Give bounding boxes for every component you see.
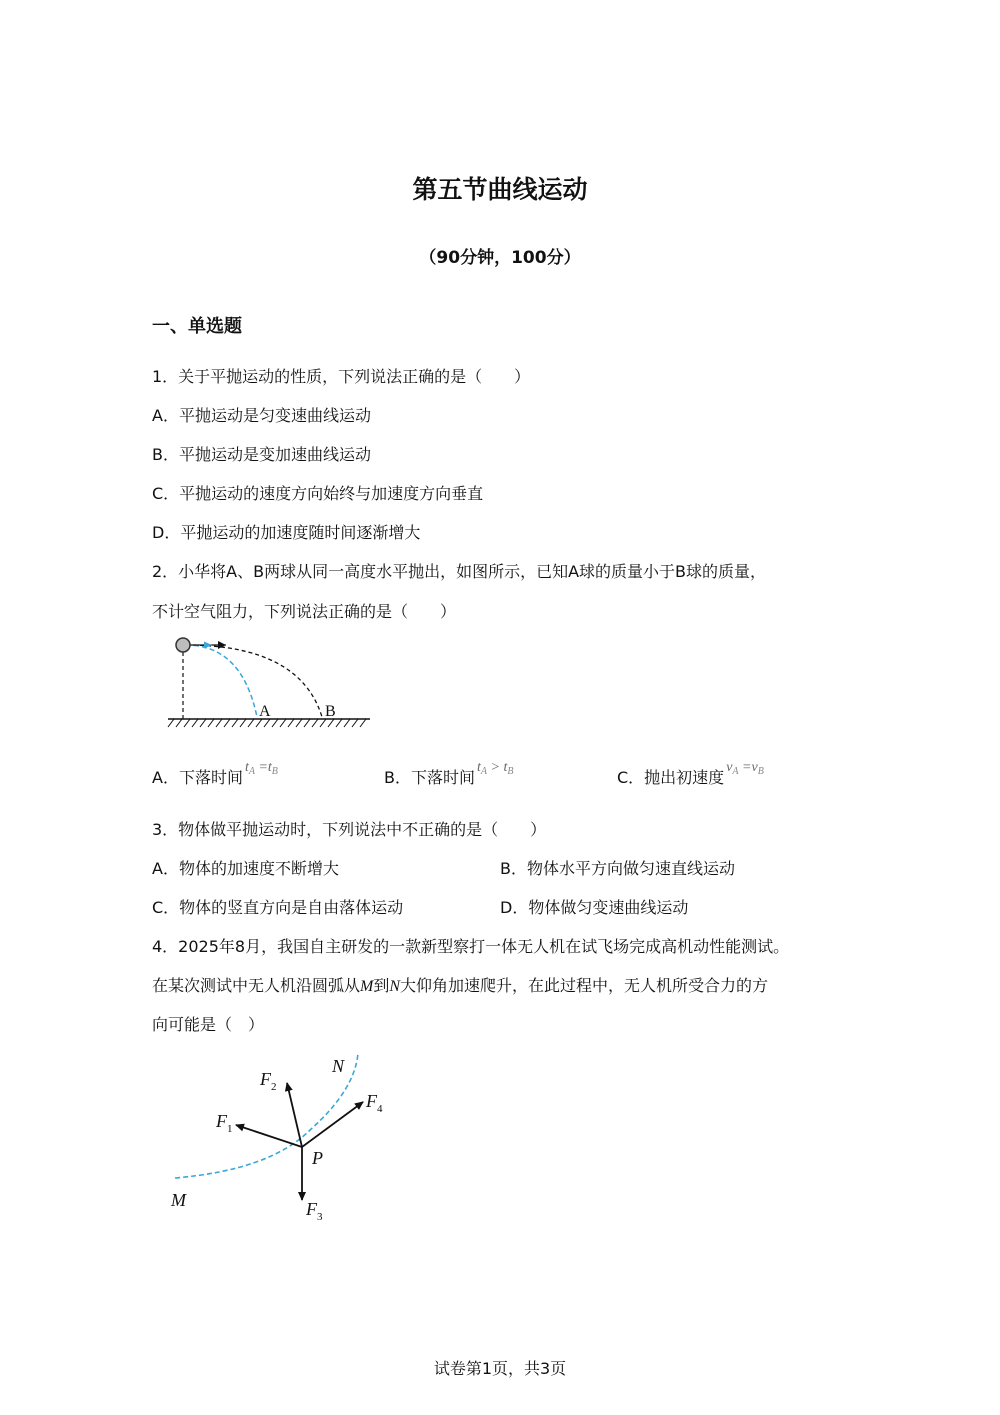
q3-option-d: D．物体做匀变速曲线运动: [500, 898, 689, 917]
q4-stem-line1: 4．2025年8月，我国自主研发的一款新型察打一体无人机在试飞场完成高机动性能测试。: [152, 937, 790, 956]
trajectory-a: [186, 645, 257, 717]
q3-option-c: C．物体的竖直方向是自由落体运动: [152, 898, 404, 917]
q2-stem-line1: 2．小华将A、B两球从同一高度水平抛出，如图所示，已知A球的质量小于B球的质量，: [152, 562, 767, 581]
force-f1-arrow: [236, 1125, 302, 1147]
label-n: N: [332, 1056, 345, 1076]
force-f4-arrow: [302, 1102, 363, 1147]
q1-option-c: C．平抛运动的速度方向始终与加速度方向垂直: [152, 484, 484, 503]
q3-stem: 3．物体做平抛运动时，下列说法中不正确的是（ ）: [152, 820, 547, 839]
q4-force-figure: [160, 1045, 400, 1230]
label-m: M: [171, 1190, 186, 1210]
page-footer: 试卷第1页，共3页: [433, 1359, 567, 1378]
ground-hatching: [168, 719, 366, 727]
q3-option-a: A．物体的加速度不断增大: [152, 859, 339, 878]
page-title: 第五节曲线运动: [412, 175, 588, 204]
label-b: B: [325, 703, 336, 720]
q2-option-c: C．抛出初速度$v_A =v_B$: [617, 760, 764, 787]
q2-option-a: A．下落时间$t_A =t_B$: [152, 760, 278, 787]
label-p: P: [312, 1148, 323, 1168]
section-heading: 一、单选题: [152, 316, 242, 337]
q4-stem-line2: 在某次测试中无人机沿圆弧从M到N大仰角加速爬升，在此过程中，无人机所受合力的方: [152, 976, 769, 995]
q1-option-d: D．平抛运动的加速度随时间逐渐增大: [152, 523, 421, 542]
q1-option-a: A．平抛运动是匀变速曲线运动: [152, 406, 371, 425]
ball: [176, 638, 190, 652]
force-f2-arrow: [287, 1083, 302, 1147]
label-f1: $F_1$: [216, 1111, 233, 1135]
label-a: A: [259, 703, 271, 720]
q1-option-b: B．平抛运动是变加速曲线运动: [152, 445, 371, 464]
q4-stem-line3: 向可能是（ ）: [152, 1015, 265, 1034]
q2-projectile-figure: [160, 630, 380, 735]
arrowhead-a: [204, 642, 212, 649]
label-f4: $F_4$: [366, 1091, 383, 1115]
q1-stem: 1．关于平抛运动的性质，下列说法正确的是（ ）: [152, 367, 531, 386]
exam-duration-score: （90分钟，100分）: [419, 248, 581, 268]
q2-option-b: B．下落时间$t_A > t_B$: [384, 760, 514, 787]
label-f3: $F_3$: [306, 1199, 323, 1223]
q2-stem-line2: 不计空气阻力，下列说法正确的是（ ）: [152, 602, 457, 621]
label-f2: $F_2$: [260, 1069, 277, 1093]
q3-option-b: B．物体水平方向做匀速直线运动: [500, 859, 735, 878]
